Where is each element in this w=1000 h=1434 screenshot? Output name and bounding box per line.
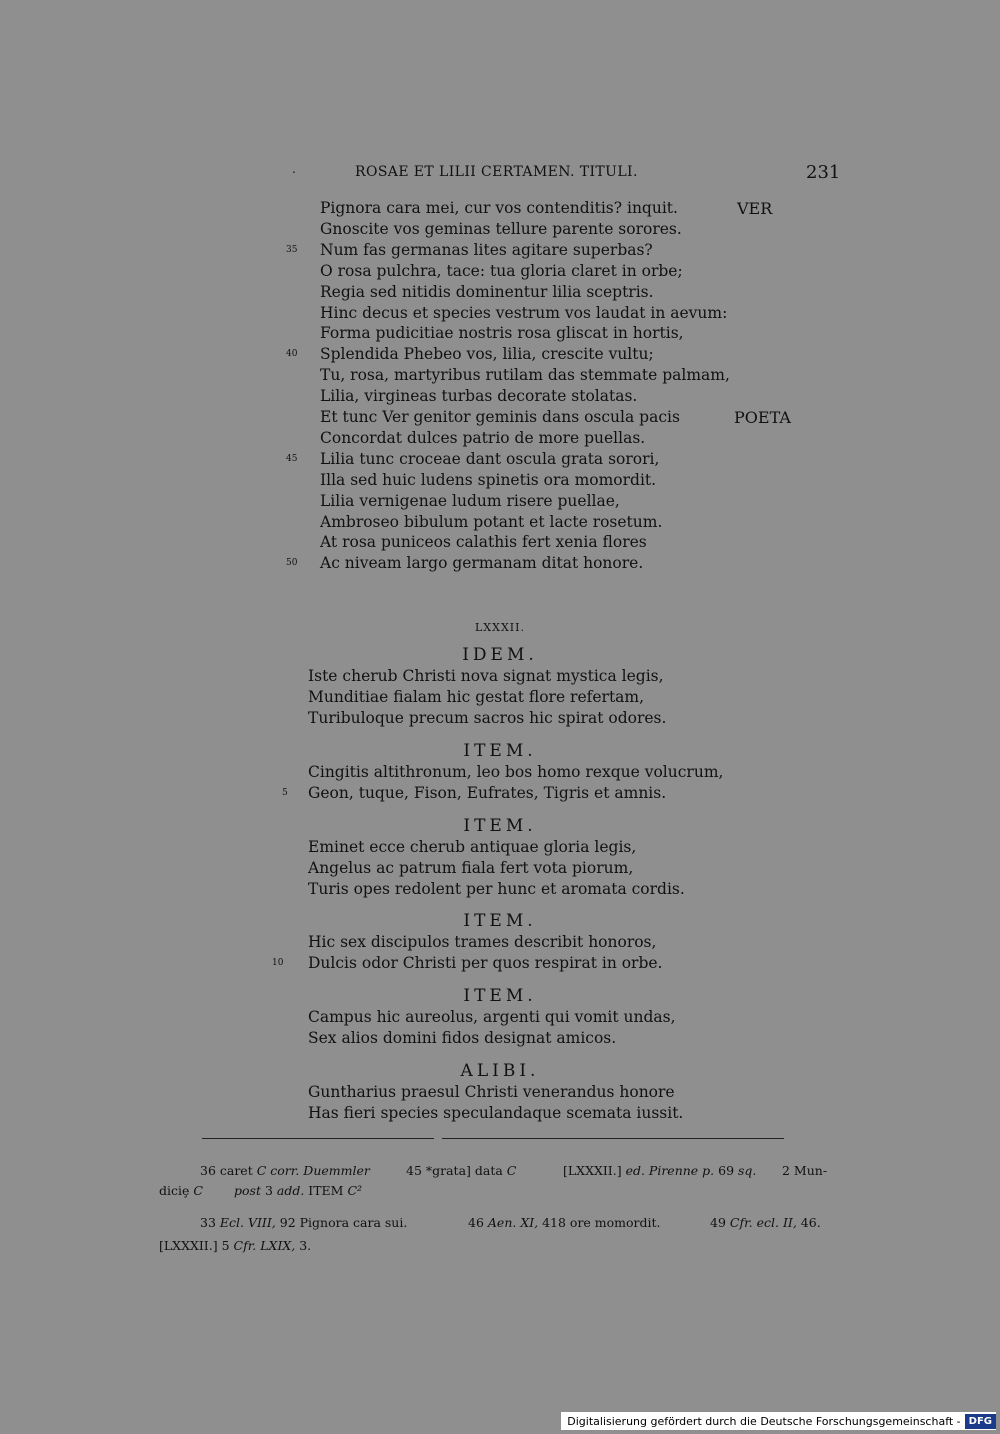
inscription-line [0, 880, 1000, 901]
speaker-label: POETA [734, 408, 791, 427]
poem-line [0, 241, 1000, 262]
line-number: 5 [282, 787, 288, 798]
verse-text: O rosa pulchra, tace: tua gloria claret in orbe; [320, 261, 683, 280]
source-note-49-text: 46. [796, 1215, 821, 1230]
apparatus-note-3-c: C² [347, 1183, 363, 1198]
poem-line [0, 554, 1000, 575]
apparatus-note-3 [234, 1183, 362, 1198]
apparatus-note-36: 36 caret [200, 1163, 257, 1178]
poem-line [0, 345, 1000, 366]
page-number: 231 [806, 162, 841, 183]
verse-text: Has fieri species speculandaque scemata iussit. [308, 1103, 684, 1122]
verse-text: Splendida Phebeo vos, lilia, crescite vultu; [320, 345, 654, 364]
source-note-33-num: 33 [200, 1215, 220, 1230]
block-heading: IDEM. [462, 645, 538, 665]
apparatus-note-lxxxii-text: [LXXXII.] [563, 1163, 626, 1178]
inscription-line [0, 667, 1000, 688]
apparatus-note-36-italic: C corr. Duemmler [256, 1163, 370, 1178]
line-number: 10 [272, 957, 284, 968]
verse-text: Ac niveam largo germanam ditat honore. [320, 554, 644, 573]
verse-text: Concordat dulces patrio de more puellas. [320, 428, 646, 447]
footnote-rule-right [442, 1138, 784, 1139]
source-note-lxxxii-italic: Cfr. LXIX, [233, 1238, 296, 1253]
apparatus-note-3-num: 3 [260, 1183, 277, 1198]
inscription-line [0, 784, 1000, 805]
poem-line [0, 492, 1000, 513]
source-note-46-num: 46 [468, 1215, 488, 1230]
verse-text: Regia sed nitidis dominentur lilia sceptris. [320, 282, 654, 301]
verse-text: Turibuloque precum sacros hic spirat odores. [308, 708, 667, 727]
source-note-33 [200, 1215, 407, 1230]
source-note-33-italic: Ecl. VIII, [219, 1215, 276, 1230]
inscription-line [0, 1008, 1000, 1029]
apparatus-note-lxxxii-italic: ed. Pirenne p. [625, 1163, 715, 1178]
line-number: 45 [286, 453, 298, 464]
line-number: 40 [286, 349, 298, 360]
verse-text: Geon, tuque, Fison, Eufrates, Tigris et amnis. [308, 783, 667, 802]
apparatus-note-2: 2 Mun- [782, 1163, 828, 1178]
section-number: LXXXII. [475, 621, 525, 634]
poem-line [0, 366, 1000, 387]
verse-text: Forma pudicitiae nostris rosa gliscat in hortis, [320, 324, 684, 343]
source-note-46-text: 418 ore momordit. [538, 1215, 661, 1230]
source-note-lxxxii-num: [LXXXII.] 5 [159, 1238, 234, 1253]
verse-text: Sex alios domini fidos designat amicos. [308, 1028, 617, 1047]
verse-text: At rosa puniceos calathis fert xenia flores [320, 533, 647, 552]
inscription-line [0, 1029, 1000, 1050]
inscription-line [0, 933, 1000, 954]
poem-line [0, 450, 1000, 471]
poem-line [0, 283, 1000, 304]
apparatus-note-3-add: add. [276, 1183, 305, 1198]
source-note-lxxxii-text: 3. [295, 1238, 312, 1253]
apparatus-note-45 [406, 1163, 516, 1178]
apparatus-note-munditiae-italic: C [193, 1183, 203, 1198]
verse-text: Lilia, virgineas turbas decorate stolatas. [320, 387, 638, 406]
poem-line [0, 387, 1000, 408]
verse-text: Dulcis odor Christi per quos respirat in orbe. [308, 953, 663, 972]
block-heading: ITEM. [463, 911, 537, 931]
poem-line [0, 429, 1000, 450]
block-heading: ITEM. [463, 741, 537, 761]
inscription-line [0, 1083, 1000, 1104]
inscription-line [0, 859, 1000, 880]
block-heading: ALIBI. [460, 1061, 540, 1081]
source-note-49-italic: Cfr. ecl. II, [729, 1215, 797, 1230]
verse-text: Cingitis altithronum, leo bos homo rexque volucrum, [308, 763, 724, 781]
verse-text: Hinc decus et species vestrum vos laudat in aevum: [320, 303, 728, 322]
speaker-label: VER [737, 199, 773, 218]
poem-line [0, 262, 1000, 283]
source-note-46-italic: Aen. XI, [487, 1215, 539, 1230]
apparatus-note-lxxxii-sq: sq. [738, 1163, 757, 1178]
source-note-49-num: 49 [710, 1215, 730, 1230]
verse-text: Lilia vernigenae ludum risere puellae, [320, 491, 620, 510]
verse-text: Illa sed huic ludens spinetis ora momordit. [320, 470, 657, 489]
inscription-line [0, 954, 1000, 975]
verse-text: Tu, rosa, martyribus rutilam das stemmate palmam, [320, 366, 730, 385]
poem-line [0, 408, 1000, 429]
apparatus-note-munditiae: diciȩ [159, 1183, 194, 1198]
verse-text: Hic sex discipulos trames describit honoros, [308, 933, 657, 951]
apparatus-note-3-post: post [234, 1183, 261, 1198]
poem-line [0, 513, 1000, 534]
inscription-line [0, 763, 1000, 784]
poem-line [0, 324, 1000, 345]
line-number: 50 [286, 558, 298, 569]
verse-text: Campus hic aureolus, argenti qui vomit undas, [308, 1008, 676, 1026]
poem-line [0, 304, 1000, 325]
running-header [200, 162, 840, 184]
line-number: 35 [286, 244, 298, 255]
poem-line [0, 533, 1000, 554]
poem-line [0, 220, 1000, 241]
source-note-46 [468, 1215, 661, 1230]
source-note-33-text: 92 Pignora cara sui. [275, 1215, 408, 1230]
block-heading: ITEM. [463, 986, 537, 1006]
source-note-lxxxii [159, 1238, 311, 1253]
verse-text: Guntharius praesul Christi venerandus honore [308, 1083, 675, 1101]
apparatus-note-3-item: ITEM [304, 1183, 348, 1198]
verse-text: Gnoscite vos geminas tellure parente sorores. [320, 219, 682, 238]
apparatus-note-45-italic: C [506, 1163, 517, 1178]
verse-text: Eminet ecce cherub antiquae gloria legis, [308, 838, 637, 856]
inscription-line [0, 688, 1000, 709]
apparatus-note-lxxxii [563, 1163, 756, 1178]
apparatus-note-lxxxii-page: 69 [714, 1163, 739, 1178]
verse-text: Iste cherub Christi nova signat mystica legis, [308, 667, 664, 685]
verse-text: Angelus ac patrum fiala fert vota piorum, [308, 858, 634, 877]
inscription-line [0, 709, 1000, 730]
verse-text: Ambroseo bibulum potant et lacte rosetum. [320, 512, 663, 531]
verse-text: Turis opes redolent per hunc et aromata cordis. [308, 879, 685, 898]
inscription-line [0, 1104, 1000, 1125]
poem-line [0, 471, 1000, 492]
source-note-49 [710, 1215, 821, 1230]
poem-line [0, 199, 1000, 220]
verse-text: Munditiae fialam hic gestat flore refertam, [308, 687, 645, 706]
verse-text: Et tunc Ver genitor geminis dans oscula pacis [320, 408, 680, 426]
header-dot: . [292, 162, 296, 176]
running-title: ROSAE ET LILII CERTAMEN. TITULI. [355, 164, 638, 180]
dfg-logo: DFG [965, 1414, 996, 1429]
apparatus-line-1 [200, 1163, 370, 1178]
footer-text: Digitalisierung gefördert durch die Deutsche Forschungsgemeinschaft - [567, 1414, 961, 1428]
inscription-line [0, 838, 1000, 859]
apparatus-note-45-text: 45 *grata] data [406, 1163, 507, 1178]
verse-text: Num fas germanas lites agitare superbas? [320, 240, 653, 259]
apparatus-line-2 [159, 1183, 203, 1198]
dfg-footer [561, 1412, 996, 1430]
footnote-rule-left [202, 1138, 434, 1139]
block-heading: ITEM. [463, 816, 537, 836]
verse-text: Lilia tunc croceae dant oscula grata sorori, [320, 449, 660, 468]
verse-text: Pignora cara mei, cur vos contenditis? inquit. [320, 199, 678, 217]
